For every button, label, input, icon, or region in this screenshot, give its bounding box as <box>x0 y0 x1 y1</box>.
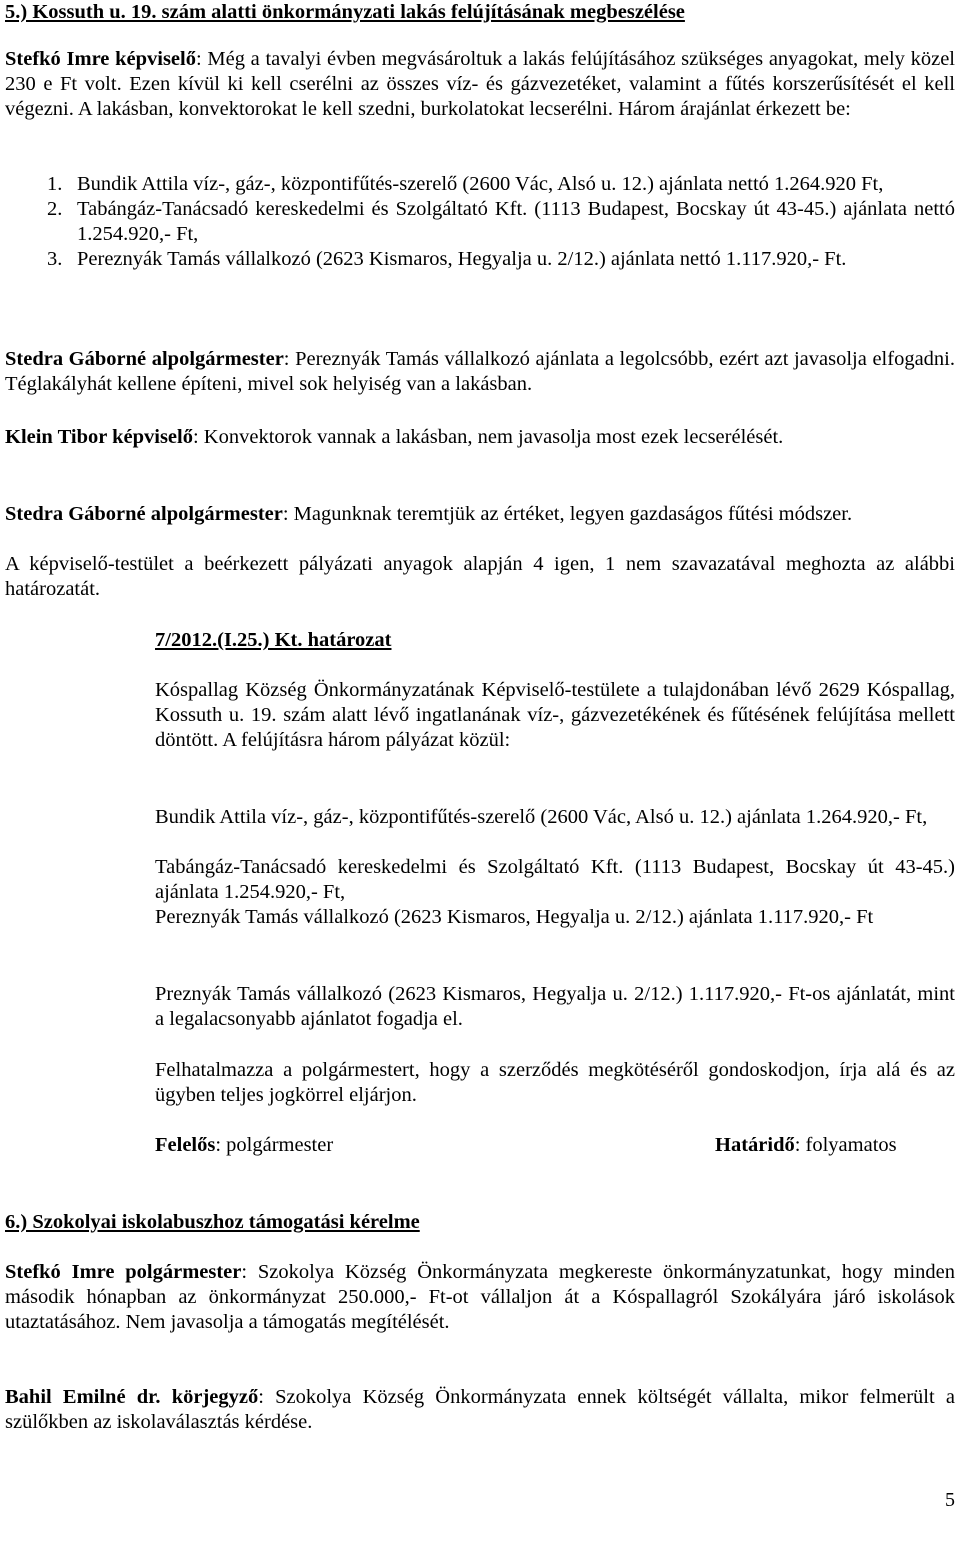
speaker-name: Stedra Gáborné alpolgármester <box>5 348 284 370</box>
speaker-name: Bahil Emilné dr. körjegyző <box>5 1386 259 1408</box>
section-6-paragraph-2 <box>5 1385 955 1435</box>
deadline-value: : folyamatos <box>794 1134 897 1156</box>
responsible-label: Felelős <box>155 1134 216 1156</box>
section-5-heading-block <box>5 0 955 25</box>
resolution-paragraph-1 <box>5 678 955 753</box>
paragraph-text: : Magunknak teremtjük az értéket, legyen gazdaságos fűtési módszer. <box>282 503 853 525</box>
paragraph-text: : Még a tavalyi évben megvásároltuk a lakás felújításához szükséges anyagokat, mely közel 230 e Ft volt. Ezen kívül ki kell cserélni az összes víz- és gázvezetéket, valamint a fűtés korszerűsítését el kell végezni. A lakásban, konvektorokat le kell szedni, burkolatokat lecserélni. Három árajánlat érkezett be: <box>5 48 955 120</box>
section-5-heading: 5.) Kossuth u. 19. szám alatti önkormányzati lakás felújításának megbeszélése <box>5 1 685 23</box>
list-number: 3. <box>47 248 63 270</box>
list-text: Bundik Attila víz-, gáz-, központifűtés-szerelő (2600 Vác, Alsó u. 12.) ajánlata nettó 1.264.920 Ft, <box>77 173 884 195</box>
paragraph-text: : Konvektorok vannak a lakásban, nem javasolja most ezek lecserélését. <box>192 426 784 448</box>
paragraph-text: Kóspallag Község Önkormányzatának Képviselő-testülete a tulajdonában lévő 2629 Kóspallag, Kossuth u. 19. szám alatt lévő ingatlanának víz-, gázvezetékének és fűtésének felújítása mellett döntött. A felújításra három pályázat közül: <box>155 679 955 751</box>
page-number: 5 <box>945 1489 955 1511</box>
section-5-paragraph-3 <box>5 425 955 450</box>
deadline-field <box>715 1133 897 1158</box>
paragraph-text: Tabángáz-Tanácsadó kereskedelmi és Szolgáltató Kft. (1113 Budapest, Bocskay út 43-45.) ajánlata 1.254.920,- Ft, <box>155 856 955 903</box>
speaker-name: Stefkó Imre polgármester <box>5 1261 242 1283</box>
list-item <box>5 247 955 272</box>
resolution-offer-2 <box>5 855 955 905</box>
section-6-paragraph-1 <box>5 1260 955 1335</box>
section-6-heading-block <box>5 1210 955 1235</box>
paragraph-text: Preznyák Tamás vállalkozó (2623 Kismaros, Hegyalja u. 2/12.) 1.117.920,- Ft-os ajánlatát, mint a legalacsonyabb ajánlatot fogadja el. <box>155 983 955 1030</box>
responsible-value: : polgármester <box>215 1134 334 1156</box>
list-number: 2. <box>47 198 63 220</box>
speaker-name: Stedra Gáborné alpolgármester <box>5 503 283 525</box>
responsibility-row <box>5 1133 955 1158</box>
paragraph-text: A képviselő-testület a beérkezett pályázati anyagok alapján 4 igen, 1 nem szavazatával meghozta az alábbi határozatát. <box>5 553 955 600</box>
offer-list <box>5 172 955 272</box>
speaker-name: Stefkó Imre képviselő <box>5 48 196 70</box>
section-5-paragraph-4 <box>5 502 955 527</box>
list-number: 1. <box>47 173 63 195</box>
section-6-heading: 6.) Szokolyai iskolabuszhoz támogatási kérelme <box>5 1211 420 1233</box>
resolution-paragraph-3 <box>5 1058 955 1108</box>
offer-list-block <box>5 172 955 272</box>
deadline-label: Határidő <box>715 1134 795 1156</box>
responsible-field <box>155 1133 715 1158</box>
paragraph-text: : Szokolya Község Önkormányzata ennek költségét vállalta, mikor felmerült a szülőkben az iskolaválasztás kérdése. <box>5 1386 955 1433</box>
paragraph-text: : Szokolya Község Önkormányzata megkereste önkormányzatunkat, hogy minden második hónapban az önkormányzat 250.000,- Ft-ot vállaljon át a Kóspallagról Szokályára járó iskolások utaztatásához. Nem javasolja a támogatás megítélését. <box>5 1261 955 1333</box>
paragraph-text: Bundik Attila víz-, gáz-, központifűtés-szerelő (2600 Vác, Alsó u. 12.) ajánlata 1.264.920,- Ft, <box>155 806 928 828</box>
list-text: Tabángáz-Tanácsadó kereskedelmi és Szolgáltató Kft. (1113 Budapest, Bocskay út 43-45.) ajánlata nettó 1.254.920,- Ft, <box>77 198 955 245</box>
section-5-paragraph-1 <box>5 47 955 122</box>
resolution-paragraph-2 <box>5 982 955 1032</box>
resolution-offer-3 <box>5 905 955 930</box>
paragraph-text: Pereznyák Tamás vállalkozó (2623 Kismaros, Hegyalja u. 2/12.) ajánlata 1.117.920,- Ft <box>155 906 874 928</box>
resolution-offer-1 <box>5 805 955 830</box>
resolution-title-block <box>5 628 955 653</box>
list-text: Pereznyák Tamás vállalkozó (2623 Kismaros, Hegyalja u. 2/12.) ajánlata nettó 1.117.920,- Ft. <box>77 248 847 270</box>
paragraph-text: Felhatalmazza a polgármestert, hogy a szerződés megkötéséről gondoskodjon, írja alá és az ügyben teljes jogkörrel eljárjon. <box>155 1059 955 1106</box>
list-item <box>5 197 955 247</box>
resolution-title: 7/2012.(I.25.) Kt. határozat <box>155 629 392 651</box>
paragraph-text: : Pereznyák Tamás vállalkozó ajánlata a legolcsóbb, ezért azt javasolja elfogadni. Téglakályhát kellene építeni, mivel sok helyiség van a lakásban. <box>5 348 955 395</box>
section-5-paragraph-5 <box>5 552 955 602</box>
section-5-paragraph-2 <box>5 347 955 397</box>
list-item <box>5 172 955 197</box>
speaker-name: Klein Tibor képviselő <box>5 426 193 448</box>
